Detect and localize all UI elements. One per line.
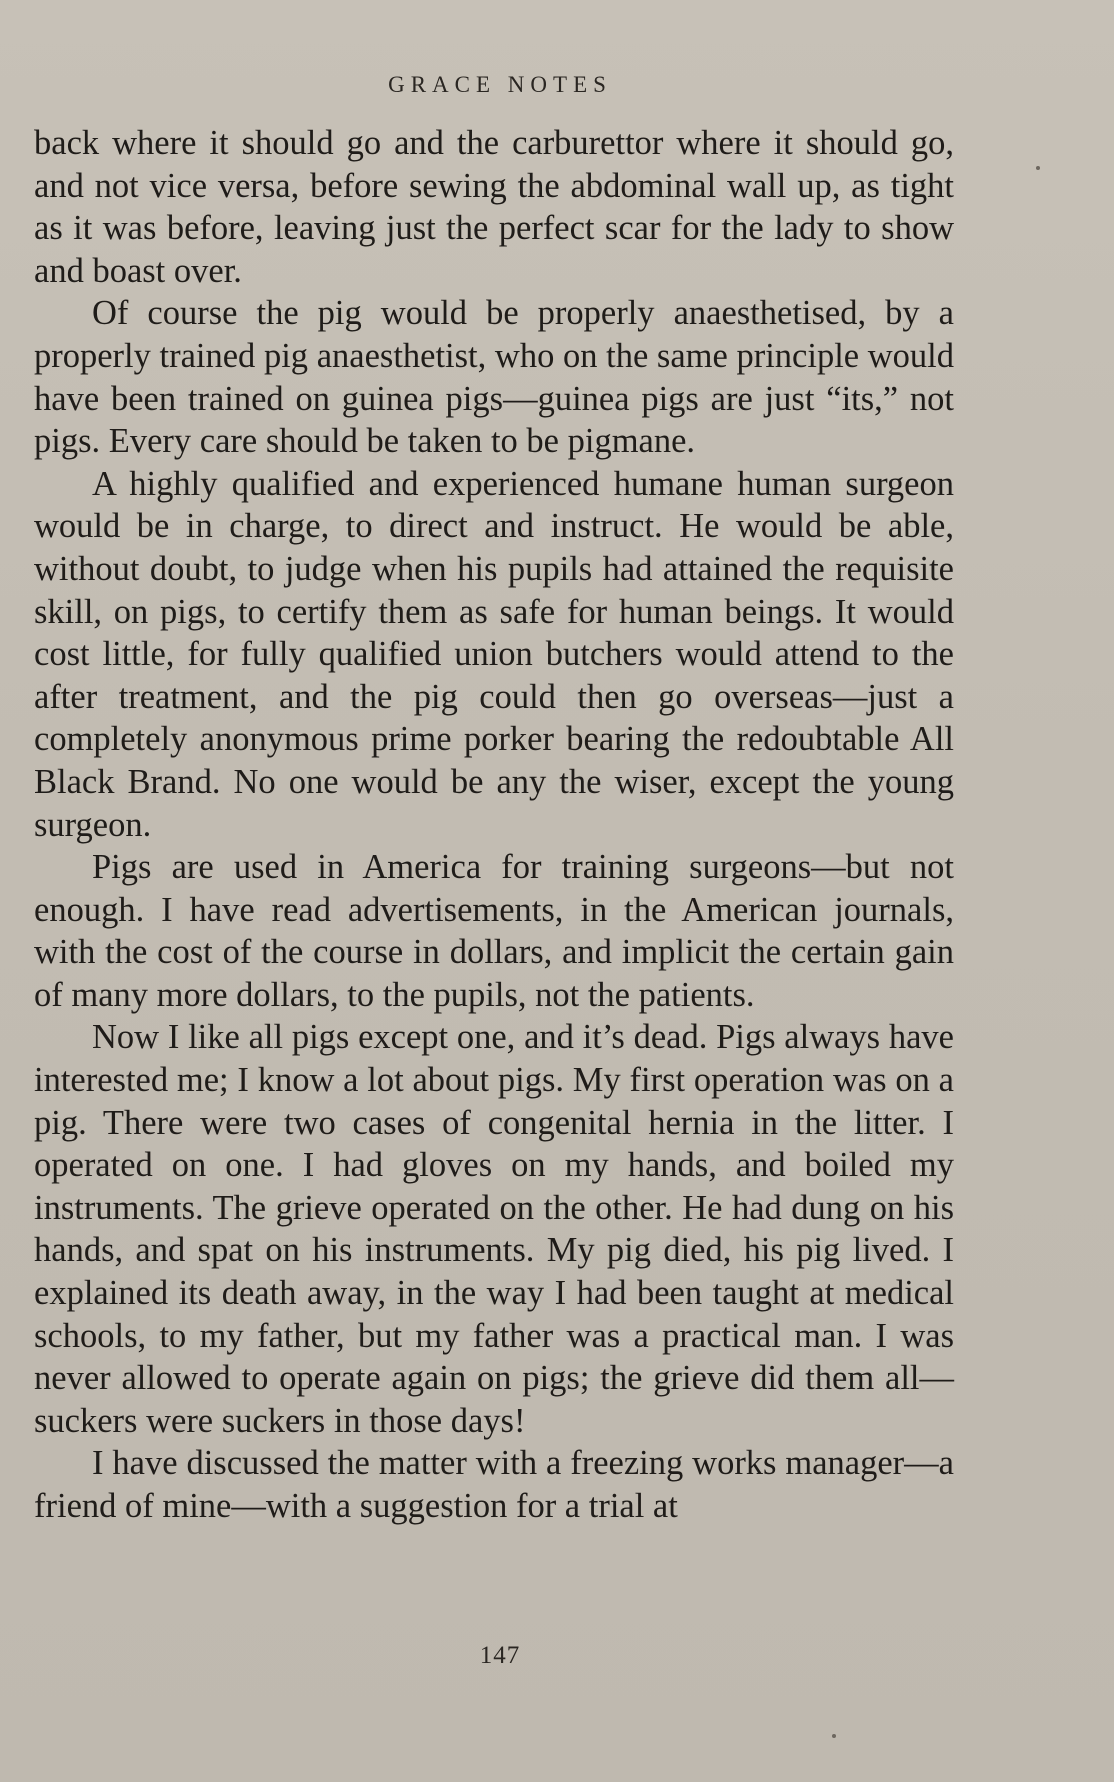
page-number: 147 <box>479 1642 521 1669</box>
paper-speck <box>832 1734 836 1738</box>
paragraph-continued: back where it should go and the carburettor where it should go, and not vice versa, before sewing the abdominal wall up, as tight as it was before, leaving just the perfect scar for the lady to show and boast over. <box>34 124 954 290</box>
body-text <box>34 122 954 1528</box>
paragraph: Pigs are used in America for training surgeons—but not enough. I have read advertisements, in the American journals, with the cost of the course in dollars, and implicit the certain gain of many more dollars, to the pupils, not the patients. <box>34 848 954 1014</box>
paragraph: Of course the pig would be properly anaesthetised, by a properly trained pig anaesthetist, who on the same principle would have been trained on guinea pigs—guinea pigs are just “its,” not pigs. Every care should be taken to be pigmane. <box>34 294 954 461</box>
paragraph: Now I like all pigs except one, and it’s dead. Pigs always have interested me; I know a lot about pigs. My first operation was on a pig. There were two cases of congenital hernia in the litter. I operated on one. I had gloves on my hands, and boiled my instruments. The grieve operated on the other. He had dung on his hands, and spat on his instruments. My pig died, his pig lived. I explained its death away, in the way I had been taught at medical schools, to my father, but my father was a practical man. I was never allowed to operate again on pigs; the grieve did them all—suckers were suckers in those days! <box>34 1018 954 1440</box>
running-head: GRACE NOTES <box>388 72 612 97</box>
paragraph: A highly qualified and experienced humane human surgeon would be in charge, to direct and instruct. He would be able, without doubt, to judge when his pupils had attained the requisite skill, on pigs, to certify them as safe for human beings. It would cost little, for fully qualified union butchers would attend to the after treatment, and the pig could then go overseas—just a completely anonymous prime porker bearing the redoubtable All Black Brand. No one would be any the wiser, except the young surgeon. <box>34 464 954 844</box>
paragraph: I have discussed the matter with a freezing works manager—a friend of mine—with a suggestion for a trial at <box>34 1444 954 1525</box>
paper-speck <box>1036 166 1040 170</box>
